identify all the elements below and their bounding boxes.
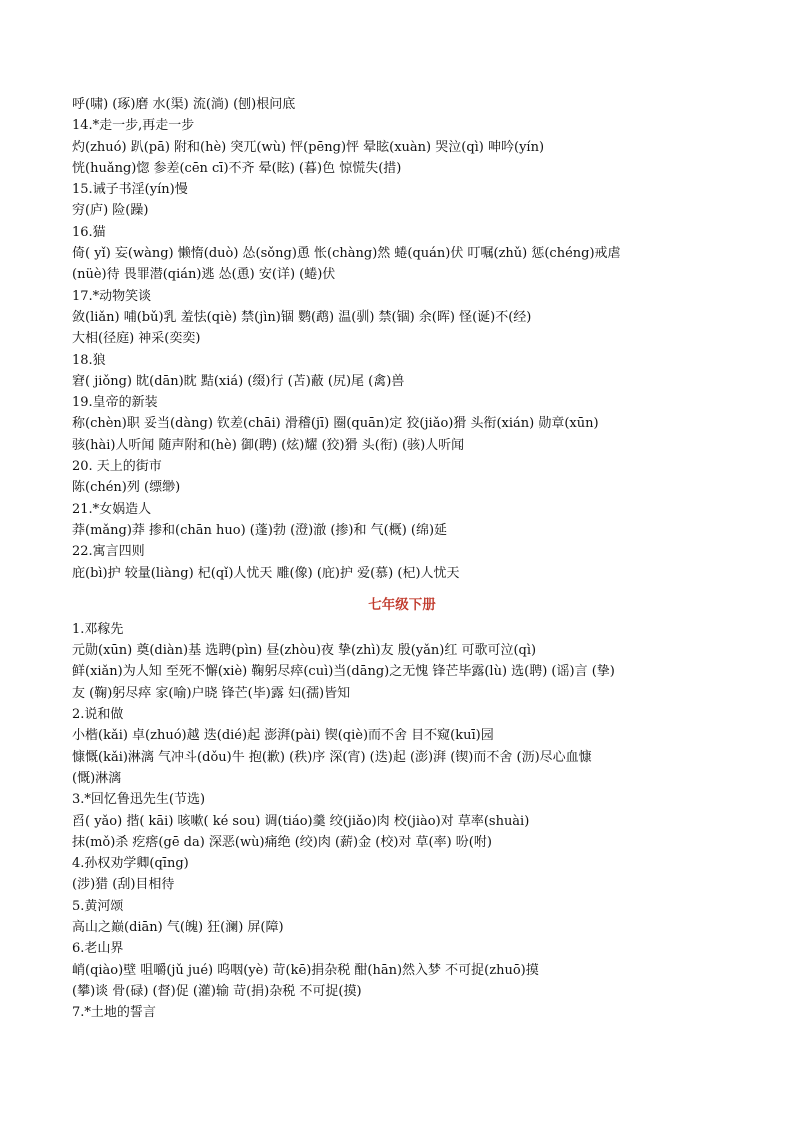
text-line: (涉)猎 (刮)目相待 bbox=[72, 877, 175, 893]
lesson-heading: 5.黄河颂 bbox=[72, 898, 124, 914]
text-line: (慨)淋漓 bbox=[72, 770, 122, 786]
lesson-heading: 17.*动物笑谈 bbox=[72, 288, 152, 304]
text-line: 友 (鞠)躬尽瘁 家(喻)户晓 锋芒(毕)露 妇(孺)皆知 bbox=[72, 685, 351, 701]
lesson-heading: 15.诫子书淫(yín)慢 bbox=[72, 182, 188, 198]
lesson-heading: 6.老山界 bbox=[72, 941, 124, 957]
lesson-heading: 3.*回忆鲁迅先生(节选) bbox=[72, 792, 206, 808]
text-line: 大相(径庭) 神采(奕奕) bbox=[72, 331, 201, 347]
lesson-heading: 16.猫 bbox=[72, 224, 106, 240]
document-content bbox=[72, 94, 732, 1023]
text-line: 倚( yǐ) 妄(wàng) 懒惰(duò) 怂(sǒng)恿 怅(chàng)然 蜷(quán)伏 叮嘱(zhǔ) 惩(chéng)戒虐 bbox=[72, 246, 621, 262]
text-line: 灼(zhuó) 趴(pā) 附和(hè) 突兀(wù) 怦(pēng)怦 晕眩(xuàn) 哭泣(qì) 呻吟(yín) bbox=[72, 139, 545, 155]
text-line: 小楷(kǎi) 卓(zhuó)越 迭(dié)起 澎湃(pài) 锲(qiè)而不舍 目不窥(kuī)园 bbox=[72, 728, 494, 744]
text-line: 呼(啸) (琢)磨 水(渠) 流(淌) (刨)根问底 bbox=[72, 97, 296, 112]
section-title: 七年级下册 bbox=[368, 596, 436, 613]
lesson-heading: 19.皇帝的新装 bbox=[72, 395, 158, 411]
grade7-lower-section bbox=[72, 619, 732, 1024]
lesson-heading: 18.狼 bbox=[72, 352, 106, 368]
text-line: 高山之巅(diān) 气(魄) 狂(澜) 屏(障) bbox=[72, 919, 284, 935]
text-line: 恍(huǎng)惚 参差(cēn cī)不齐 晕(眩) (暮)色 惊慌失(措) bbox=[72, 160, 402, 176]
text-line: 窘( jiǒng) 眈(dān)眈 黠(xiá) (缀)行 (苫)蔽 (尻)尾 (禽)兽 bbox=[72, 373, 405, 389]
text-line: 慷慨(kǎi)淋漓 气冲斗(dǒu)牛 抱(歉) (秩)序 深(宵) (迭)起 (澎)湃 (锲)而不舍 (沥)尽心血慷 bbox=[72, 749, 592, 765]
text-line: 称(chèn)职 妥当(dàng) 钦差(chāi) 滑稽(jī) 圈(quān)定 狡(jiǎo)猾 头衔(xián) 勋章(xūn) bbox=[72, 416, 599, 432]
lesson-heading: 2.说和做 bbox=[72, 707, 124, 723]
lesson-heading: 14.*走一步,再走一步 bbox=[72, 118, 195, 134]
text-line: 抹(mǒ)杀 疙瘩(gē da) 深恶(wù)痛绝 (绞)肉 (薪)金 (校)对 草(率) 吩(咐) bbox=[72, 834, 492, 850]
text-line: 鲜(xiǎn)为人知 至死不懈(xiè) 鞠躬尽瘁(cuì)当(dāng)之无愧 锋芒毕露(lù) 选(聘) (谣)言 (挚) bbox=[72, 664, 615, 680]
text-line: 舀( yǎo) 揩( kāi) 咳嗽( ké sou) 调(tiáo)羹 绞(jiǎo)肉 校(jiào)对 草率(shuài) bbox=[72, 813, 530, 829]
text-line: 莽(mǎng)莽 掺和(chān huo) (蓬)勃 (澄)澈 (掺)和 气(概) (绵)延 bbox=[72, 522, 448, 538]
text-line: (nüè)待 畏罪潜(qián)逃 怂(恿) 安(详) (蜷)伏 bbox=[72, 267, 336, 283]
lesson-heading: 1.邓稼先 bbox=[72, 621, 124, 637]
text-line: 骇(hài)人听闻 随声附和(hè) 御(聘) (炫)耀 (狡)猾 头(衔) (骇)人听闻 bbox=[72, 437, 465, 453]
grade7-upper-tail bbox=[72, 94, 732, 584]
lesson-heading: 4.孙权劝学卿(qīng) bbox=[72, 856, 189, 872]
lesson-heading: 7.*土地的誓言 bbox=[72, 1005, 156, 1021]
text-line: 陈(chén)列 (缥缈) bbox=[72, 480, 181, 496]
text-line: 元勋(xūn) 奠(diàn)基 选聘(pìn) 昼(zhòu)夜 挚(zhì)友 殷(yǎn)红 可歌可泣(qì) bbox=[72, 643, 537, 659]
text-line: 敛(liǎn) 哺(bǔ)乳 羞怯(qiè) 禁(jìn)锢 鹦(鹉) 温(驯) 禁(锢) 余(晖) 怪(诞)不(经) bbox=[72, 309, 532, 325]
text-line: 峭(qiào)壁 咀嚼(jǔ jué) 呜咽(yè) 苛(kē)捐杂税 酣(hān)然入梦 不可捉(zhuō)摸 bbox=[72, 962, 539, 978]
text-line: 穷(庐) 险(躁) bbox=[72, 203, 149, 219]
text-line: 庇(bì)护 较量(liàng) 杞(qǐ)人忧天 雕(像) (庇)护 爱(慕) (杞)人忧天 bbox=[72, 565, 460, 581]
lesson-heading: 21.*女娲造人 bbox=[72, 501, 152, 517]
lesson-heading: 22.寓言四则 bbox=[72, 544, 145, 560]
lesson-heading: 20. 天上的街市 bbox=[72, 459, 162, 475]
text-line: (攀)谈 骨(碌) (督)促 (灌)输 苛(捐)杂税 不可捉(摸) bbox=[72, 983, 362, 999]
